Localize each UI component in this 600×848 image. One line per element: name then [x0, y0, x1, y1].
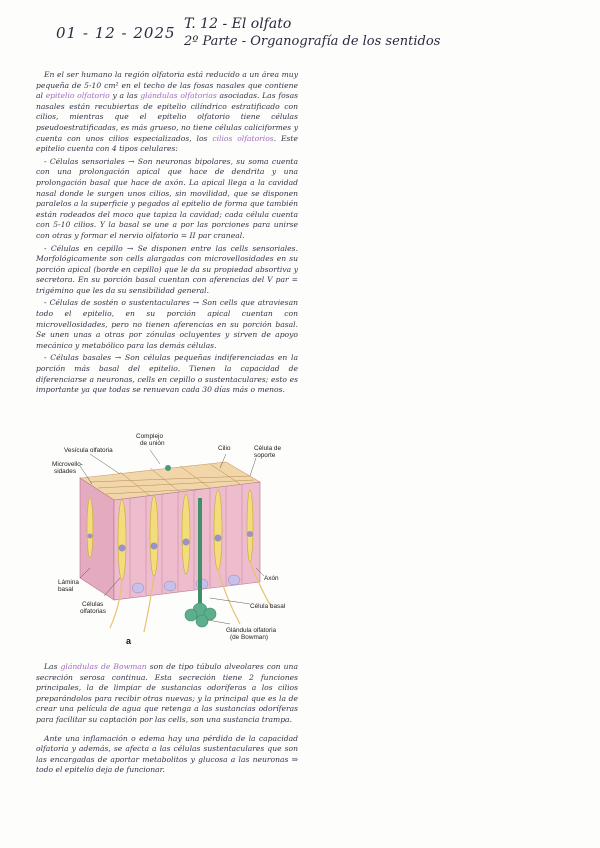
bowman-paragraph: [36, 662, 298, 726]
olfactory-epithelium-figure: [50, 428, 298, 650]
label-complejo-de-union: Complejo de unión: [136, 433, 165, 447]
cell-type-sosten: - Células de sostén o sustentaculares → Son cells que atraviesan todo el epitelio, en su porción apical cuentan con microvellosidades, pero no tienen aferencias en su porción basal. Se unen unas a otras por zónulas ocluyentes y sirven de apoyo mecánico y metabólico para las demás células.: [36, 298, 298, 350]
figure-letter: a: [126, 636, 132, 646]
intro-text-4: . Este epitelio cuenta con 4 tipos celulares:: [36, 133, 298, 154]
bowman-text-2: son de tipo túbulo alveolares con una secreción serosa continua. Esta secreción tiene 2 funciones principales, la de limpiar de sustancias odoríferas a los cilios preparándolos para recibir otras nuevas; y la principal que es la de crear una película de agua que retenga a las sustancias odoríferas para facilitar su captación por las cells, son una sustancia trampa.: [36, 662, 298, 724]
bowman-text-1: Las: [44, 662, 61, 671]
highlight-cilios-olfatorios: cilios olfatorios: [212, 133, 274, 143]
page-date: 01 - 12 - 2025: [56, 24, 176, 42]
label-microvellosidades: Microvello-sidades: [52, 461, 83, 475]
page-subtitle: 2º Parte - Organografía de los sentidos: [184, 34, 441, 49]
notes-top: [36, 70, 298, 398]
label-cilio: Cilio: [218, 445, 231, 452]
intro-text-3: asociadas. Las fosas nasales están recubiertas de epitelio cilíndrico estratificado con cilios, mientras que el epitelio olfatorio tiene células pseudoestratificadas, es más grueso, no tiene células caliciformes y cuenta con unos cilios especializados, los: [36, 91, 299, 143]
intro-text-2: y a las: [109, 91, 141, 101]
intro-text-1: En el ser humano la región olfatoria está reducido a un área muy pequeña de 5-10 cm² en el techo de las fosas nasales que contiene al: [36, 70, 298, 101]
notes-bottom: [36, 662, 298, 778]
label-celulas-olfatorias: Células olfatorias: [80, 601, 106, 615]
label-axon: Axón: [264, 575, 279, 582]
label-lamina-basal: Lámina basal: [58, 579, 79, 593]
label-celula-de-soporte: Célula de soporte: [254, 445, 282, 459]
cell-type-sensoriales: - Células sensoriales → Son neuronas bipolares, su soma cuenta con una prolongación apical que hace de dendrita y una prolongación basal que hace de axón. La apical llega a la cavidad nasal donde le surgen unos cilios, sin movilidad, que se disponen paralelos a la superficie y pegados al epitelio de forma que también están rodeados del moco que tapiza la cavidad; cada célula cuenta con 5-10 cilios. Y la basal se une a por las porciones para unirse con otras y formar el nervio olfatorio = II par craneal.: [36, 156, 298, 240]
page-title: T. 12 - El olfato: [184, 16, 292, 32]
highlight-glandulas-bowman: glándulas de Bowman: [60, 662, 147, 671]
highlight-glandulas-olfatorias: glándulas olfatorias: [140, 91, 217, 101]
intro-paragraph: [36, 70, 298, 155]
page-header: [0, 16, 600, 56]
label-vesicula-olfatoria: Vesícula olfatoria: [64, 447, 113, 454]
closing-paragraph: Ante una inflamación o edema hay una pérdida de la capacidad olfatoria y además, se afecta a las células sustentaculares que son las encargadas de aportar metabolitos y glucosa a las neuronas ⇒ todo el epitelio deja de funcionar.: [36, 733, 298, 775]
label-glandula-olfatoria: Glándula olfatoria (de Bowman): [226, 627, 277, 641]
cell-type-basales: - Células basales → Son células pequeñas indiferenciadas en la porción más basal del epitelio. Tienen la capacidad de diferenciarse a neuronas, cells en cepillo o sustentaculares; esto es importante ya que todas se renuevan cada 30 días más o menos.: [36, 353, 298, 395]
cell-type-cepillo: - Células en cepillo → Se disponen entre las cells sensoriales. Morfológicamente son cells alargadas con microvellosidades en su porción apical (borde en cepillo) que le da su propiedad absortiva y secretora. En su porción basal cuentan con aferencias del V par = trigémino que les da su sensibilidad general.: [36, 243, 298, 295]
label-celula-basal: Célula basal: [250, 603, 286, 610]
highlight-epitelio-olfatorio: epitelio olfatorio: [45, 91, 110, 101]
